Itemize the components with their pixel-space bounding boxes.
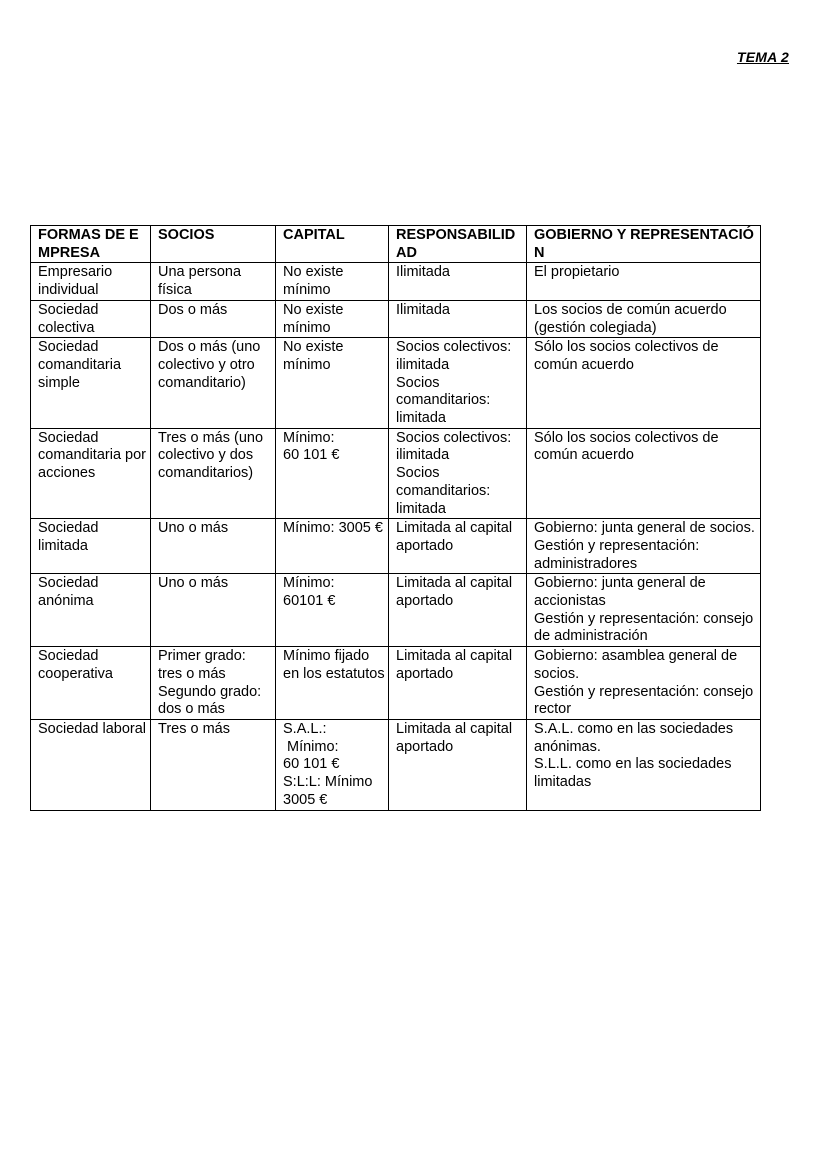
responsabilidad-line: Socios colectivos: ilimitada	[396, 429, 512, 464]
cell-responsabilidad	[389, 719, 527, 810]
cell-forma: Sociedad anónima	[31, 574, 151, 647]
column-header-responsabilidad: RESPONSABILIDAD	[389, 226, 527, 263]
gobierno-line: Los socios de común acuerdo (gestión colegiada)	[534, 301, 727, 336]
cell-forma: Sociedad laboral	[31, 719, 151, 810]
cell-gobierno	[527, 300, 761, 337]
cell-gobierno	[527, 719, 761, 810]
cell-responsabilidad	[389, 428, 527, 519]
cell-responsabilidad	[389, 338, 527, 429]
responsabilidad-line: Ilimitada	[396, 264, 450, 281]
cell-responsabilidad	[389, 300, 527, 337]
cell-forma: Empresario individual	[31, 263, 151, 300]
cell-gobierno	[527, 428, 761, 519]
gobierno-line: S.L.L. como en las sociedades limitadas	[534, 756, 732, 791]
responsabilidad-line: Limitada al capital aportado	[396, 520, 513, 554]
cell-forma: Sociedad colectiva	[31, 300, 151, 337]
column-header-capital: CAPITAL	[276, 226, 389, 263]
table-row	[31, 300, 761, 337]
gobierno-line: Gobierno: junta general de socios.	[534, 520, 755, 537]
gobierno-line: Gestión y representación: consejo de administración	[534, 610, 754, 645]
cell-capital	[276, 338, 389, 429]
capital-line: No existe mínimo	[283, 339, 344, 373]
responsabilidad-line: Limitada al capital aportado	[396, 720, 513, 755]
column-header-formas: FORMAS DE EMPRESA	[31, 226, 151, 263]
cell-gobierno	[527, 519, 761, 574]
cell-capital	[276, 263, 389, 300]
cell-gobierno	[527, 263, 761, 300]
capital-line: No existe mínimo	[283, 301, 344, 336]
capital-line: Mínimo: 3005 €	[283, 520, 383, 537]
page-header-title: TEMA 2	[736, 49, 789, 65]
gobierno-line: Gestión y representación: administradores	[534, 537, 700, 572]
forms-of-business-table	[30, 225, 761, 811]
capital-line: 60 101 €	[283, 447, 340, 464]
cell-forma: Sociedad limitada	[31, 519, 151, 574]
cell-gobierno	[527, 647, 761, 720]
table-row	[31, 263, 761, 300]
table-row	[31, 428, 761, 519]
table-row	[31, 719, 761, 810]
gobierno-line: Gestión y representación: consejo rector	[534, 683, 754, 718]
column-header-socios: SOCIOS	[151, 226, 276, 263]
cell-capital	[276, 300, 389, 337]
responsabilidad-line: Socios comanditarios: limitada	[396, 465, 491, 517]
capital-line: Mínimo fijado en los estatutos	[283, 648, 385, 682]
column-header-gobierno: GOBIERNO Y REPRESENTACIÓN	[527, 226, 761, 263]
cell-forma: Sociedad comanditaria simple	[31, 338, 151, 429]
cell-socios: Primer grado: tres o más Segundo grado: dos o más	[151, 647, 276, 720]
capital-line: Mínimo:	[283, 575, 335, 592]
table-header-row	[31, 226, 761, 263]
cell-socios: Tres o más	[151, 719, 276, 810]
gobierno-line: Gobierno: asamblea general de socios.	[534, 648, 738, 682]
capital-line: 60101 €	[283, 593, 336, 610]
capital-line: S:L:L: Mínimo 3005 €	[283, 774, 373, 808]
cell-gobierno	[527, 338, 761, 429]
cell-socios: Uno o más	[151, 574, 276, 647]
cell-responsabilidad	[389, 519, 527, 574]
capital-line: Mínimo:	[287, 738, 339, 755]
cell-forma: Sociedad cooperativa	[31, 647, 151, 720]
cell-capital	[276, 574, 389, 647]
table-row	[31, 338, 761, 429]
cell-responsabilidad	[389, 574, 527, 647]
table-row	[31, 574, 761, 647]
gobierno-line: S.A.L. como en las sociedades anónimas.	[534, 720, 734, 755]
cell-socios: Dos o más (uno colectivo y otro comanditario)	[151, 338, 276, 429]
cell-capital	[276, 428, 389, 519]
capital-line: Mínimo:	[283, 429, 335, 446]
cell-socios: Dos o más	[151, 300, 276, 337]
gobierno-line: El propietario	[534, 264, 620, 281]
responsabilidad-line: Limitada al capital aportado	[396, 575, 513, 610]
responsabilidad-line: Limitada al capital aportado	[396, 648, 513, 682]
cell-responsabilidad	[389, 647, 527, 720]
table-row	[31, 647, 761, 720]
capital-line: No existe mínimo	[283, 264, 344, 299]
cell-capital	[276, 719, 389, 810]
responsabilidad-line: Ilimitada	[396, 301, 450, 318]
capital-line: S.A.L.:	[283, 720, 327, 737]
cell-socios: Uno o más	[151, 519, 276, 574]
cell-socios: Una persona física	[151, 263, 276, 300]
responsabilidad-line: Socios colectivos: ilimitada	[396, 339, 512, 373]
capital-line: 60 101 €	[283, 756, 340, 773]
gobierno-line: Sólo los socios colectivos de común acuerdo	[534, 339, 719, 373]
cell-gobierno	[527, 574, 761, 647]
table-row	[31, 519, 761, 574]
cell-capital	[276, 519, 389, 574]
gobierno-line: Sólo los socios colectivos de común acuerdo	[534, 429, 719, 464]
cell-socios: Tres o más (uno colectivo y dos comanditarios)	[151, 428, 276, 519]
responsabilidad-line: Socios comanditarios: limitada	[396, 374, 491, 427]
cell-capital	[276, 647, 389, 720]
gobierno-line: Gobierno: junta general de accionistas	[534, 575, 706, 610]
cell-forma: Sociedad comanditaria por acciones	[31, 428, 151, 519]
cell-responsabilidad	[389, 263, 527, 300]
